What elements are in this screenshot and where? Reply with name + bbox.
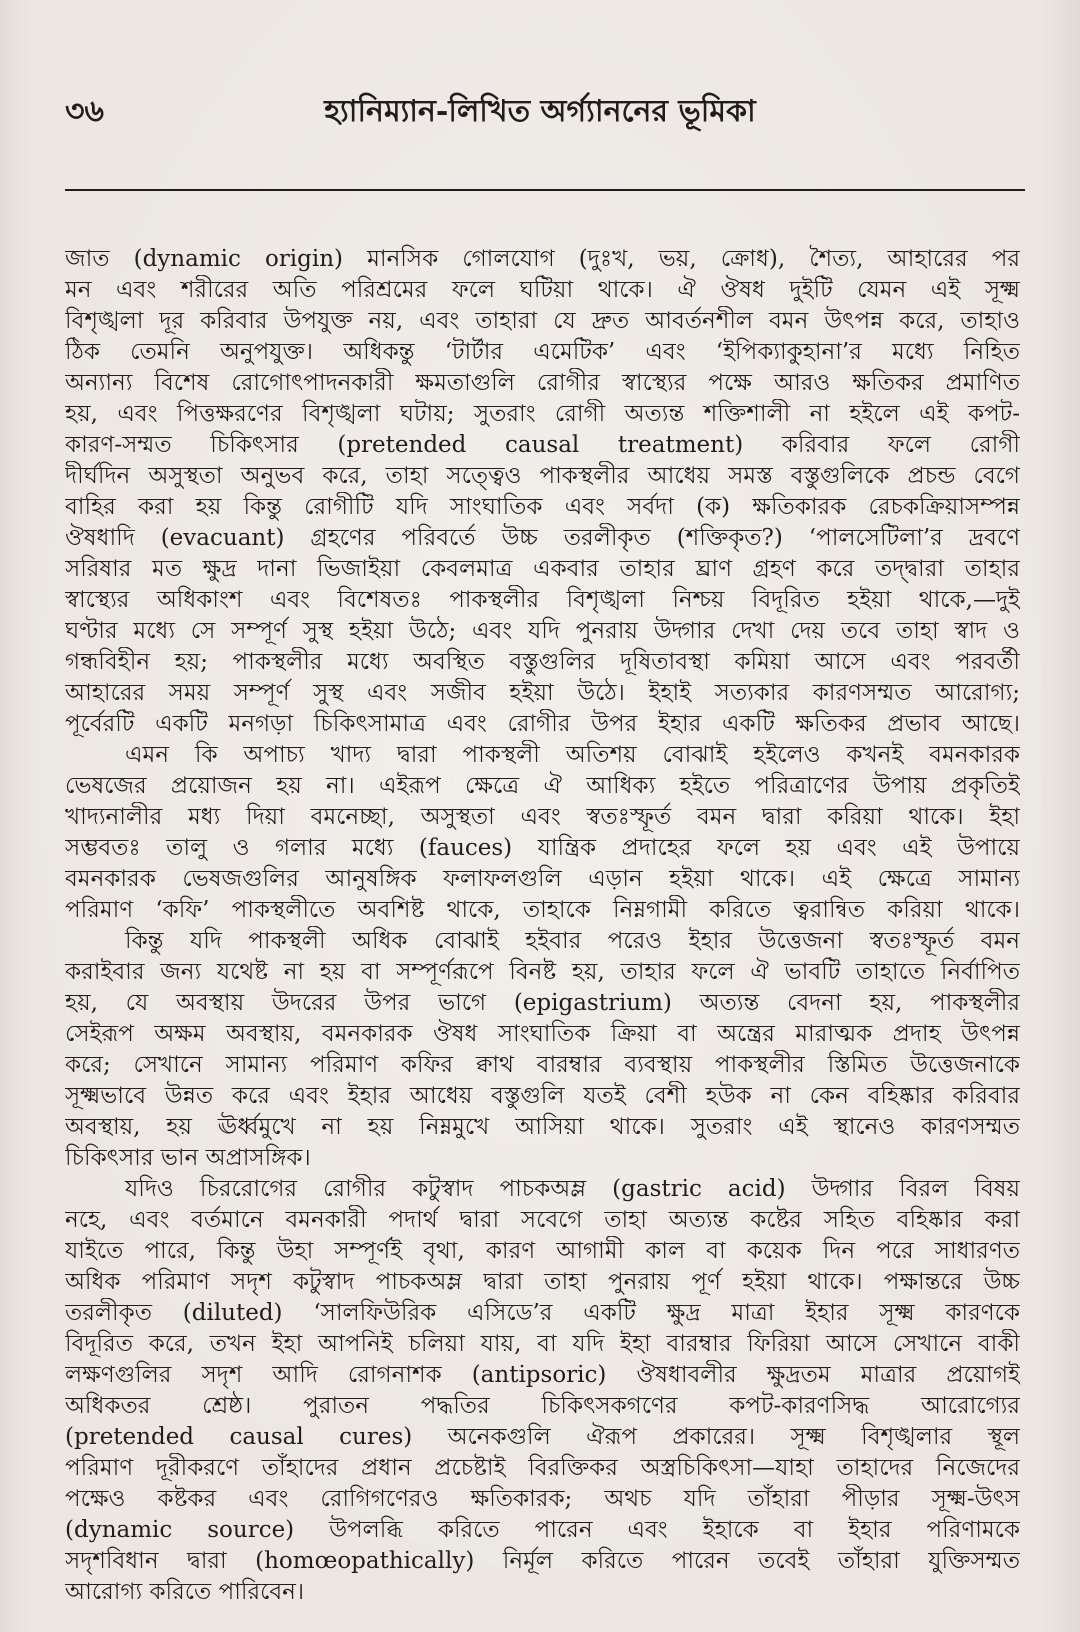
text-line: সূক্ষ্মভাবে উন্নত করে এবং ইহার আধেয় বস্তুগুলি যতই বেশী হউক না কেন বহিষ্কার করিবার [65,1083,1020,1109]
text-line: দীর্ঘদিন অসুস্থতা অনুভব করে, তাহা সত্ত্বেও পাকস্থলীর আধেয় সমস্ত বস্তুগুলিকে প্রচন্ড বেগে [65,463,1020,489]
paragraph [65,244,1020,740]
text-line: ভেষজের প্রয়োজন হয় না। এইরূপ ক্ষেত্রে ঐ আধিক্য হইতে পরিত্রাণের উপায় প্রকৃতিই [65,773,1020,799]
paragraph [65,740,1020,926]
text-line: তরলীকৃত (diluted) ‘সালফিউরিক এসিডে’র একটি ক্ষুদ্র মাত্রা ইহার সূক্ষ্ম কারণকে [65,1300,1020,1326]
text-line: যাইতে পারে, কিন্তু উহা সম্পূর্ণই বৃথা, কারণ আগামী কাল বা কয়েক দিন পরে সাধারণত [65,1238,1020,1264]
paragraph [65,1174,1020,1608]
page-body [65,244,1020,1608]
text-line: পূর্বেরটি একটি মনগড়া চিকিৎসামাত্র এবং রোগীর উপর ইহার একটি ক্ষতিকর প্রভাব আছে। [65,711,1020,737]
text-line: যদিও চিররোগের রোগীর কটুস্বাদ পাচকঅম্ল (gastric acid) উদ্গার বিরল বিষয় [125,1176,1020,1202]
text-line: করে; সেখানে সামান্য পরিমাণ কফির ক্বাথ বারম্বার ব্যবস্থায় পাকস্থলীর স্তিমিত উত্তেজনাকে [65,1052,1020,1078]
text-line: সেইরূপ অক্ষম অবস্থায়, বমনকারক ঔষধ সাংঘাতিক ক্রিয়া বা অন্ত্রের মারাত্মক প্রদাহ উৎপন্ন [65,1021,1020,1047]
text-line: হয়, এবং পিত্তক্ষরণের বিশৃঙ্খলা ঘটায়; সুতরাং রোগী অত্যন্ত শক্তিশালী না হইলে এই কপট- [65,401,1020,427]
text-line: মন এবং শরীরের অতি পরিশ্রমের ফলে ঘটিয়া থাকে। ঐ ঔষধ দুইটি যেমন এই সূক্ষ্ম [65,277,1020,303]
text-line: অবস্থায়, হয় ঊর্ধ্বমুখে না হয় নিম্নমুখে আসিয়া থাকে। সুতরাং এই স্থানেও কারণসম্মত [65,1114,1020,1140]
text-line: পরিমাণ ‘কফি’ পাকস্থলীতে অবশিষ্ট থাকে, তাহাকে নিম্নগামী করিতে ত্বরান্বিত করিয়া থাকে। [65,897,1020,923]
text-line: এমন কি অপাচ্য খাদ্য দ্বারা পাকস্থলী অতিশয় বোঝাই হইলেও কখনই বমনকারক [125,742,1020,768]
text-line: বাহির করা হয় কিন্তু রোগীটি যদি সাংঘাতিক এবং সর্বদা (ক) ক্ষতিকারক রেচকক্রিয়াসম্পন্ন [65,494,1020,520]
text-line: চিকিৎসার ভান অপ্রাসঙ্গিক। [65,1145,311,1171]
text-line: খাদ্যনালীর মধ্য দিয়া বমনেচ্ছা, অসুস্থতা এবং স্বতঃস্ফূর্ত বমন দ্বারা করিয়া থাকে। ইহা [65,804,1020,830]
text-line: সদৃশবিধান দ্বারা (homœopathically) নির্মূল করিতে পারেন তবেই তাঁহারা যুক্তিসম্মত [65,1548,1020,1574]
paragraph [65,926,1020,1174]
text-line: হয়, যে অবস্থায় উদরের উপর ভাগে (epigastrium) অত্যন্ত বেদনা হয়, পাকস্থলীর [65,990,1020,1016]
text-line: সরিষার মত ক্ষুদ্র দানা ভিজাইয়া কেবলমাত্র একবার তাহার ঘ্রাণ গ্রহণ করে তদ্দ্বারা তাহার [65,556,1020,582]
page-number: ৩৬ [65,94,105,129]
text-line: কিন্তু যদি পাকস্থলী অধিক বোঝাই হইবার পরেও ইহার উত্তেজনা স্বতঃস্ফূর্ত বমন [125,928,1020,954]
text-line: আরোগ্য করিতে পারিবেন। [65,1579,305,1605]
text-line: ঠিক তেমনি অনুপযুক্ত। অধিকন্তু ‘টার্টার এমেটিক’ এবং ‘ইপিক্যাকুহানা’র মধ্যে নিহিত [65,339,1020,365]
header-rule [65,189,1025,191]
text-line: (pretended causal cures) অনেকগুলি ঐরূপ প্রকারের। সূক্ষ্ম বিশৃঙ্খলার স্থূল [65,1424,1020,1450]
text-line: ঘণ্টার মধ্যে সে সম্পূর্ণ সুস্থ হইয়া উঠে; এবং যদি পুনরায় উদ্গার দেখা দেয় তবে তাহা স্বাদ ও [65,618,1020,644]
text-line: বমনকারক ভেষজগুলির আনুষঙ্গিক ফলাফলগুলি এড়ান হইয়া থাকে। এই ক্ষেত্রে সামান্য [65,866,1020,892]
running-title: হ্যানিম্যান-লিখিত অর্গ্যাননের ভূমিকা [324,94,756,129]
text-line: অধিকতর শ্রেষ্ঠ। পুরাতন পদ্ধতির চিকিৎসকগণের কপট-কারণসিদ্ধ আরোগ্যের [65,1393,1020,1419]
text-line: (dynamic source) উপলব্ধি করিতে পারেন এবং ইহাকে বা ইহার পরিণামকে [65,1517,1020,1543]
text-line: ঔষধাদি (evacuant) গ্রহণের পরিবর্তে উচ্চ তরলীকৃত (শক্তিকৃত?) ‘পালসেটিলা’র দ্রবণে [65,525,1020,551]
text-line: পরিমাণ দূরীকরণে তাঁহাদের প্রধান প্রচেষ্টাই বিরক্তিকর অস্ত্রচিকিৎসা—যাহা তাহাদের নিজেদের [65,1455,1020,1481]
text-line: কারণ-সম্মত চিকিৎসার (pretended causal treatment) করিবার ফলে রোগী [65,432,1020,458]
text-line: বিশৃঙ্খলা দূর করিবার উপযুক্ত নয়, এবং তাহারা যে দ্রুত আবর্তনশীল বমন উৎপন্ন করে, তাহাও [65,308,1020,334]
text-line: পক্ষেও কষ্টকর এবং রোগিগণেরও ক্ষতিকারক; অথচ যদি তাঁহারা পীড়ার সূক্ষ্ম-উৎস [65,1486,1020,1512]
text-line: লক্ষণগুলির সদৃশ আদি রোগনাশক (antipsoric) ঔষধাবলীর ক্ষুদ্রতম মাত্রার প্রয়োগই [65,1362,1020,1388]
text-line: জাত (dynamic origin) মানসিক গোলযোগ (দুঃখ, ভয়, ক্রোধ), শৈত্য, আহারের পর [65,246,1020,272]
text-line: করাইবার জন্য যথেষ্ট না হয় বা সম্পূর্ণরূপে বিনষ্ট হয়, তাহার ফলে ঐ ভাবটি তাহাতে নির্বাপিত [65,959,1020,985]
text-line: গন্ধবিহীন হয়; পাকস্থলীর মধ্যে অবস্থিত বস্তুগুলির দূষিতাবস্থা কমিয়া আসে এবং পরবর্তী [65,649,1020,675]
text-line: অন্যান্য বিশেষ রোগোৎপাদনকারী ক্ষমতাগুলি রোগীর স্বাস্থ্যের পক্ষে আরও ক্ষতিকর প্রমাণিত [65,370,1020,396]
text-line: সম্ভবতঃ তালু ও গলার মধ্যে (fauces) যান্ত্রিক প্রদাহের ফলে হয় এবং এই উপায়ে [65,835,1020,861]
text-line: স্বাস্থ্যের অধিকাংশ এবং বিশেষতঃ পাকস্থলীর বিশৃঙ্খলা নিশ্চয় বিদূরিত হইয়া থাকে,—দুই [65,587,1020,613]
text-line: আহারের সময় সম্পূর্ণ সুস্থ এবং সজীব হইয়া উঠে। ইহাই সত্যকার কারণসম্মত আরোগ্য; [65,680,1020,706]
text-line: অধিক পরিমাণ সদৃশ কটুস্বাদ পাচকঅম্ল দ্বারা তাহা পুনরায় পূর্ণ হইয়া থাকে। পক্ষান্তরে উচ্চ [65,1269,1020,1295]
text-line: বিদূরিত করে, তখন ইহা আপনিই চলিয়া যায়, বা যদি ইহা বারম্বার ফিরিয়া আসে সেখানে বাকী [65,1331,1020,1357]
text-line: নহে, এবং বর্তমানে বমনকারী পদার্থ দ্বারা সবেগে তাহা অত্যন্ত কষ্টের সহিত বহিষ্কার করা [65,1207,1020,1233]
